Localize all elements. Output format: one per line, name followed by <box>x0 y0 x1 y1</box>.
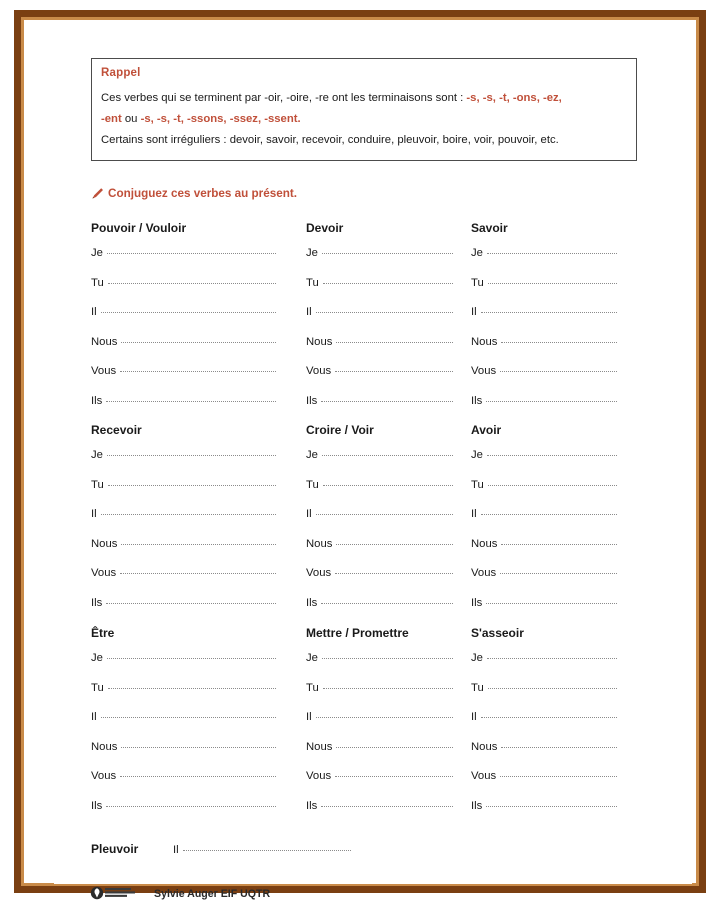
answer-line[interactable] <box>322 455 453 456</box>
pronoun-label: Tu <box>306 276 319 289</box>
pronoun-label: Il <box>471 508 477 520</box>
pronoun-label: Je <box>306 247 318 259</box>
answer-line[interactable] <box>321 401 453 402</box>
conjugation-row <box>306 306 471 336</box>
conjugation-row <box>91 365 306 395</box>
conjugation-row <box>91 395 306 425</box>
conjugation-row <box>91 277 306 307</box>
conjugation-row <box>91 479 306 509</box>
conjugation-row <box>91 682 306 712</box>
answer-line[interactable] <box>500 371 617 372</box>
pronoun-label: Je <box>91 652 103 664</box>
conjugation-row <box>306 449 471 479</box>
pronoun-label: Ils <box>471 596 483 609</box>
rappel-box <box>91 58 637 161</box>
pronoun-label: Nous <box>471 740 498 753</box>
verb-title: Être <box>91 626 115 640</box>
pronoun-label: Tu <box>306 681 319 694</box>
pronoun-label: Tu <box>91 276 104 289</box>
answer-line[interactable] <box>321 603 453 604</box>
conjugation-row <box>471 508 655 538</box>
conjugation-row <box>471 597 655 627</box>
answer-line[interactable] <box>486 806 617 807</box>
conjugation-row <box>471 277 655 307</box>
pleuvoir-pronoun: Il <box>173 844 179 856</box>
answer-line[interactable] <box>316 514 453 515</box>
answer-line[interactable] <box>481 717 617 718</box>
conjugation-row <box>306 682 471 712</box>
answer-line[interactable] <box>322 658 453 659</box>
conjugation-row <box>306 479 471 509</box>
pronoun-label: Je <box>91 247 103 259</box>
pronoun-label: Vous <box>471 567 497 579</box>
conjugation-row <box>91 741 306 771</box>
conjugation-row <box>471 395 655 425</box>
pronoun-label: Vous <box>91 770 117 782</box>
pronoun-label: Je <box>306 652 318 664</box>
answer-line[interactable] <box>107 658 276 659</box>
pronoun-label: Il <box>91 306 97 318</box>
pronoun-label: Il <box>91 711 97 723</box>
verb-title: Savoir <box>471 221 508 235</box>
pronoun-label: Tu <box>471 681 484 694</box>
conjugation-row <box>91 711 306 741</box>
pronoun-label: Nous <box>306 740 333 753</box>
pronoun-label: Ils <box>471 394 483 407</box>
rappel-line-2-part-1: ou <box>121 113 141 125</box>
answer-line[interactable] <box>335 371 453 372</box>
pronoun-label: Nous <box>91 537 118 550</box>
answer-line[interactable] <box>120 371 276 372</box>
answer-line[interactable] <box>487 455 617 456</box>
answer-line[interactable] <box>336 342 453 343</box>
conjugation-row <box>471 770 655 800</box>
answer-line[interactable] <box>101 312 276 313</box>
pronoun-label: Il <box>306 508 312 520</box>
pronoun-label: Il <box>306 306 312 318</box>
pronoun-label: Je <box>471 247 483 259</box>
conjugation-row <box>306 247 471 277</box>
institution-logo-icon <box>90 885 146 902</box>
pronoun-label: Ils <box>306 394 318 407</box>
conjugation-row <box>471 741 655 771</box>
answer-line[interactable] <box>323 688 453 689</box>
verb-title: Mettre / Promettre <box>306 626 409 640</box>
verb-column-croire-voir <box>306 423 471 626</box>
pronoun-label: Nous <box>306 335 333 348</box>
conjugation-row <box>471 336 655 366</box>
rappel-line-1 <box>101 88 627 109</box>
page-border-frame-mid <box>21 17 699 900</box>
pronoun-label: Ils <box>91 394 103 407</box>
verb-title: Devoir <box>306 221 344 235</box>
answer-line[interactable] <box>486 603 617 604</box>
answer-line[interactable] <box>106 401 276 402</box>
conjugation-row <box>306 277 471 307</box>
rappel-line-3-part-0: Certains sont irréguliers : devoir, savoir, recevoir, conduire, pleuvoir, boire, voir, pouvoir, etc. <box>101 134 559 146</box>
pronoun-label: Je <box>471 449 483 461</box>
conjugation-row <box>471 711 655 741</box>
conjugation-row <box>91 800 306 830</box>
pronoun-label: Nous <box>91 740 118 753</box>
conjugation-block-3 <box>91 626 655 829</box>
pronoun-label: Tu <box>91 478 104 491</box>
pronoun-label: Ils <box>91 799 103 812</box>
conjugation-row <box>471 449 655 479</box>
conjugation-row <box>471 652 655 682</box>
answer-line[interactable] <box>322 253 453 254</box>
page-border-frame-inner <box>24 20 696 900</box>
conjugation-row <box>306 711 471 741</box>
pronoun-label: Tu <box>471 478 484 491</box>
conjugation-row <box>306 567 471 597</box>
pronoun-label: Vous <box>471 365 497 377</box>
pleuvoir-row <box>91 842 351 856</box>
answer-line[interactable] <box>488 688 617 689</box>
conjugation-row <box>91 247 306 277</box>
conjugation-row <box>471 682 655 712</box>
answer-line[interactable] <box>108 688 276 689</box>
pronoun-label: Il <box>471 711 477 723</box>
rappel-title: Rappel <box>101 67 141 79</box>
conjugation-row <box>471 365 655 395</box>
answer-line[interactable] <box>121 342 276 343</box>
verb-column-s-asseoir <box>471 626 655 829</box>
footer <box>90 885 270 902</box>
conjugation-row <box>91 449 306 479</box>
verb-title: S'asseoir <box>471 626 524 640</box>
answer-line[interactable] <box>335 573 453 574</box>
verb-column-recevoir <box>91 423 306 626</box>
page-border-frame <box>14 10 706 900</box>
answer-line[interactable] <box>487 658 617 659</box>
answer-line[interactable] <box>108 283 276 284</box>
pronoun-label: Vous <box>306 770 332 782</box>
conjugation-row <box>306 395 471 425</box>
pleuvoir-verb-title: Pleuvoir <box>91 842 139 856</box>
conjugation-row <box>91 306 306 336</box>
pronoun-label: Ils <box>306 596 318 609</box>
pronoun-label: Nous <box>471 335 498 348</box>
verb-title: Pouvoir / Vouloir <box>91 221 187 235</box>
conjugation-row <box>306 508 471 538</box>
pronoun-label: Je <box>306 449 318 461</box>
answer-line[interactable] <box>500 573 617 574</box>
answer-line[interactable] <box>323 485 453 486</box>
worksheet-sheet <box>54 45 692 900</box>
answer-line[interactable] <box>501 342 617 343</box>
rappel-line-1-part-1: -s, -s, -t, -ons, -ez, <box>466 92 562 104</box>
answer-line[interactable] <box>486 401 617 402</box>
verb-title: Recevoir <box>91 423 142 437</box>
pronoun-label: Tu <box>471 276 484 289</box>
answer-line[interactable] <box>488 485 617 486</box>
conjugation-row <box>306 597 471 627</box>
footer-author-text: Sylvie Auger EIF UQTR <box>154 887 271 900</box>
conjugation-row <box>306 336 471 366</box>
rappel-line-2-part-0: -ent <box>101 113 122 125</box>
verb-column-savoir <box>471 221 655 424</box>
pronoun-label: Il <box>306 711 312 723</box>
conjugation-row <box>306 652 471 682</box>
answer-line[interactable] <box>335 776 453 777</box>
conjugation-row <box>471 479 655 509</box>
conjugation-row <box>91 652 306 682</box>
verb-column-tre <box>91 626 306 829</box>
answer-line[interactable] <box>121 544 276 545</box>
pronoun-label: Ils <box>306 799 318 812</box>
answer-line[interactable] <box>500 776 617 777</box>
answer-line[interactable] <box>488 283 617 284</box>
conjugation-row <box>91 597 306 627</box>
pronoun-label: Il <box>91 508 97 520</box>
verb-column-mettre-promettre <box>306 626 471 829</box>
pronoun-label: Il <box>471 306 477 318</box>
pronoun-label: Ils <box>91 596 103 609</box>
instruction-text: Conjuguez ces verbes au présent. <box>108 186 298 200</box>
answer-line[interactable] <box>336 544 453 545</box>
pleuvoir-answer-line[interactable] <box>183 850 351 851</box>
answer-line[interactable] <box>501 747 617 748</box>
answer-line[interactable] <box>121 747 276 748</box>
conjugation-row <box>91 508 306 538</box>
answer-line[interactable] <box>481 514 617 515</box>
conjugation-row <box>306 538 471 568</box>
conjugation-row <box>471 306 655 336</box>
conjugation-row <box>91 336 306 366</box>
answer-line[interactable] <box>120 776 276 777</box>
answer-line[interactable] <box>336 747 453 748</box>
pronoun-label: Nous <box>91 335 118 348</box>
answer-line[interactable] <box>501 544 617 545</box>
pronoun-label: Nous <box>471 537 498 550</box>
conjugation-row <box>471 247 655 277</box>
rappel-line-3 <box>101 130 627 151</box>
answer-line[interactable] <box>108 485 276 486</box>
conjugation-row <box>306 770 471 800</box>
pronoun-label: Je <box>471 652 483 664</box>
conjugation-row <box>306 741 471 771</box>
answer-line[interactable] <box>481 312 617 313</box>
pronoun-label: Tu <box>91 681 104 694</box>
pronoun-label: Vous <box>471 770 497 782</box>
pencil-icon <box>91 186 105 200</box>
verb-title: Avoir <box>471 423 502 437</box>
pronoun-label: Vous <box>91 567 117 579</box>
conjugation-row <box>471 567 655 597</box>
pronoun-label: Ils <box>471 799 483 812</box>
answer-line[interactable] <box>120 573 276 574</box>
conjugation-row <box>306 800 471 830</box>
verb-column-devoir <box>306 221 471 424</box>
verb-column-pouvoir-vouloir <box>91 221 306 424</box>
rappel-line-2 <box>101 109 627 130</box>
verb-title: Croire / Voir <box>306 423 374 437</box>
answer-line[interactable] <box>487 253 617 254</box>
instruction-line <box>91 186 297 200</box>
pronoun-label: Vous <box>306 365 332 377</box>
answer-line[interactable] <box>101 514 276 515</box>
answer-line[interactable] <box>316 312 453 313</box>
answer-line[interactable] <box>106 806 276 807</box>
answer-line[interactable] <box>101 717 276 718</box>
pronoun-label: Nous <box>306 537 333 550</box>
pronoun-label: Je <box>91 449 103 461</box>
answer-line[interactable] <box>107 253 276 254</box>
conjugation-row <box>471 538 655 568</box>
pronoun-label: Vous <box>306 567 332 579</box>
answer-line[interactable] <box>107 455 276 456</box>
answer-line[interactable] <box>323 283 453 284</box>
verb-column-avoir <box>471 423 655 626</box>
conjugation-row <box>91 567 306 597</box>
answer-line[interactable] <box>106 603 276 604</box>
conjugation-row <box>91 538 306 568</box>
conjugation-block-2 <box>91 423 655 626</box>
answer-line[interactable] <box>321 806 453 807</box>
conjugation-row <box>306 365 471 395</box>
conjugation-row <box>471 800 655 830</box>
conjugation-block-1 <box>91 221 655 424</box>
answer-line[interactable] <box>316 717 453 718</box>
pronoun-label: Vous <box>91 365 117 377</box>
conjugation-row <box>91 770 306 800</box>
pronoun-label: Tu <box>306 478 319 491</box>
rappel-line-1-part-0: Ces verbes qui se terminent par -oir, -oire, -re ont les terminaisons sont : <box>101 92 467 104</box>
rappel-line-2-part-2: -s, -s, -t, -ssons, -ssez, -ssent. <box>140 113 301 125</box>
